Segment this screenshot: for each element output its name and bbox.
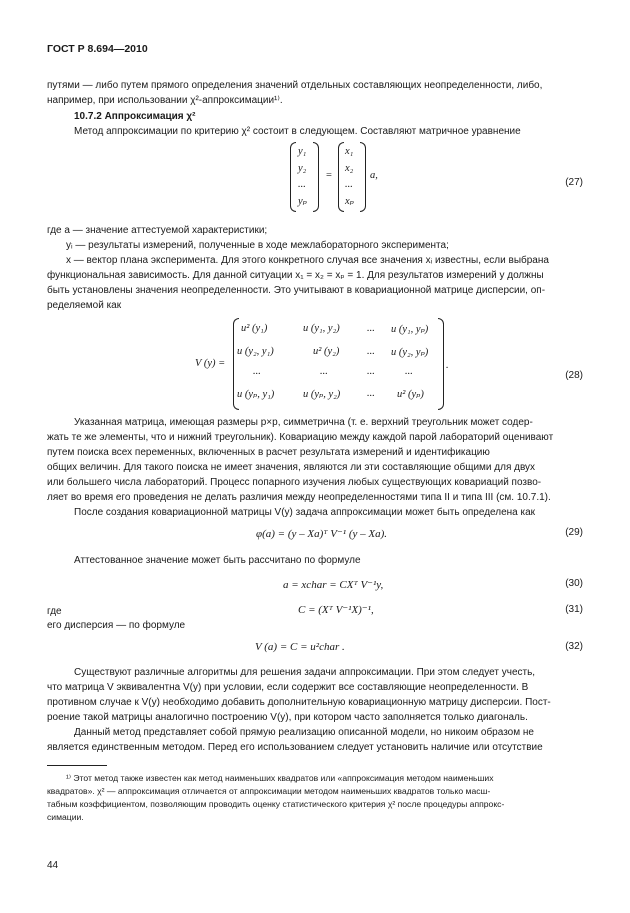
matrix-cell: u² (y₁) [241,323,268,334]
paragraph-line: ляет во время его проведения не делать различия между неопределенностями типа II и типа III (см. 10.7.1). [47,492,551,503]
paragraph-line: противном случае к V(y) необходимо добавить дополнительную ковариационную матрицу дисперсии. Пост- [47,697,551,708]
paragraph-line: Существуют различные алгоритмы для решения задачи аппроксимации. При этом следует учесть, [74,667,536,678]
matrix-lhs: V (y) = [195,358,226,369]
matrix-cell: u (y₁, yₚ) [391,324,429,335]
definition-line: быть установлены значения неопределенности. Это учитывают в ковариационной матрице дисперсии, оп- [47,285,546,296]
paragraph-line: путем поиска всех переменных, включенных в расчет результата измерений и идентификацию [47,447,490,458]
paragraph-line: Указанная матрица, имеющая размеры p×p, симметрична (т. е. верхний треугольник может содер- [74,417,533,428]
paragraph-line: или большего числа лабораторий. Процесс попарного изучения любых существующих ковариаций позво- [47,477,542,488]
section-heading: 10.7.2 Аппроксимация χ² [74,111,196,122]
footnote-rule [47,765,107,766]
matrix-cell: u (yₚ, y₁) [237,389,275,400]
bracket-left [290,142,296,212]
equation-number: (32) [565,641,583,652]
matrix-cell: ... [367,323,375,334]
matrix-cell: u (y₂, yₚ) [391,347,429,358]
equals-sign: = [326,170,332,181]
equation-tail: . [446,360,449,371]
matrix-cell: u (y₂, y₁) [237,346,274,357]
matrix-cell: ... [367,388,375,399]
bracket-right [313,142,319,212]
paragraph-line: путями — либо путем прямого определения значений отдельных составляющих неопределенности, либо, [47,80,543,91]
definition-line: yᵢ — результаты измерений, полученные в ходе межлабораторного эксперимента; [66,240,449,251]
paragraph-line: Аттестованное значение может быть рассчитано по формуле [74,555,361,566]
footnote-line: квадратов». χ² — аппроксимация отличается от аппроксимации методом наименьших квадратов только масш- [47,786,491,796]
matrix-cell: ... [367,366,375,377]
matrix-cell: u (yₚ, y₂) [303,389,341,400]
paragraph-line: например, при использовании χ²-аппроксимации¹⁾. [47,95,283,106]
equation-27 [290,142,410,212]
footnote-line: табным коэффициентом, позволяющим проводить оценку статистического критерия χ² после процедуры аппрокс- [47,799,505,809]
definition-line: x — вектор плана эксперимента. Для этого конкретного случая все значения xᵢ известны, если выбрана [66,255,549,266]
equation-number: (27) [565,177,583,188]
equation-number: (31) [565,604,583,615]
equation-tail: a, [370,170,378,181]
paragraph-line: Метод аппроксимации по критерию χ² состоит в следующем. Составляют матричное уравнение [74,126,521,137]
paragraph-line: жать те же элементы, что и нижний треугольник). Ковариацию между каждой парой лабораторий оценивают [47,432,554,443]
matrix-cell: u² (yₚ) [397,389,424,400]
vector-y-cell: y₂ [298,163,307,174]
matrix-cell: ... [253,366,261,377]
page-header: ГОСТ Р 8.694—2010 [47,43,148,55]
bracket-right [360,142,366,212]
definition-line: ределяемой как [47,300,122,311]
definition-line: где a — значение аттестуемой характеристики; [47,225,268,236]
vector-y-cell: yₚ [298,196,307,207]
equation-number: (28) [565,370,583,381]
matrix-cell: ... [320,366,328,377]
vector-x-cell: x₂ [345,163,354,174]
paragraph-line: общих величин. Для такого поиска не имеет значения, являются ли эти составляющие общими для двух [47,462,536,473]
matrix-cell: ... [367,346,375,357]
definition-line: функциональная зависимость. Для данной ситуации x₁ = x₂ = xₚ = 1. Для результатов измерений y должны [47,270,544,281]
equation-number: (29) [565,527,583,538]
vector-y-cell: y₁ [298,146,307,157]
equation-31: C = (Xᵀ V⁻¹X)⁻¹, [298,604,374,616]
paragraph-line: что матрица V эквивалентна V(y) при условии, если содержит все составляющие неопределенности. В [47,682,529,693]
paragraph-line: После создания ковариационной матрицы V(y) задача аппроксимации может быть определена как [74,507,536,518]
equation-28 [195,318,465,410]
matrix-cell: ... [405,366,413,377]
matrix-cell: u (y₁, y₂) [303,323,340,334]
where-label: где [47,606,62,617]
paragraph-line: Данный метод представляет собой прямую реализацию описанной модели, но никоим образом не [74,727,534,738]
matrix-cell: u² (y₂) [313,346,340,357]
footnote-line: ¹⁾ Этот метод также известен как метод наименьших квадратов или «аппроксимация методом наименьших [66,773,494,783]
footnote-line: симации. [47,812,84,822]
equation-32: V (a) = C = u²char . [255,641,345,653]
bracket-left [338,142,344,212]
vector-x-cell: x₁ [345,146,354,157]
equation-number: (30) [565,578,583,589]
vector-y-cell: ... [298,179,306,190]
equation-30: a = xchar = CXᵀ V⁻¹y, [283,579,384,591]
equation-29: φ(a) = (y – Xa)ᵀ V⁻¹ (y – Xa). [256,528,388,540]
bracket-right [438,318,444,410]
page-number: 44 [47,860,59,871]
vector-x-cell: xₚ [345,196,354,207]
paragraph-line: роение такой матрицы аналогично построению V(y), при котором часто заполняется только диагональ. [47,712,528,723]
paragraph-line: является единственным методом. Перед его использованием следует установить наличие или отсутствие [47,742,543,753]
paragraph-line: его дисперсия — по формуле [47,620,186,631]
vector-x-cell: ... [345,179,353,190]
